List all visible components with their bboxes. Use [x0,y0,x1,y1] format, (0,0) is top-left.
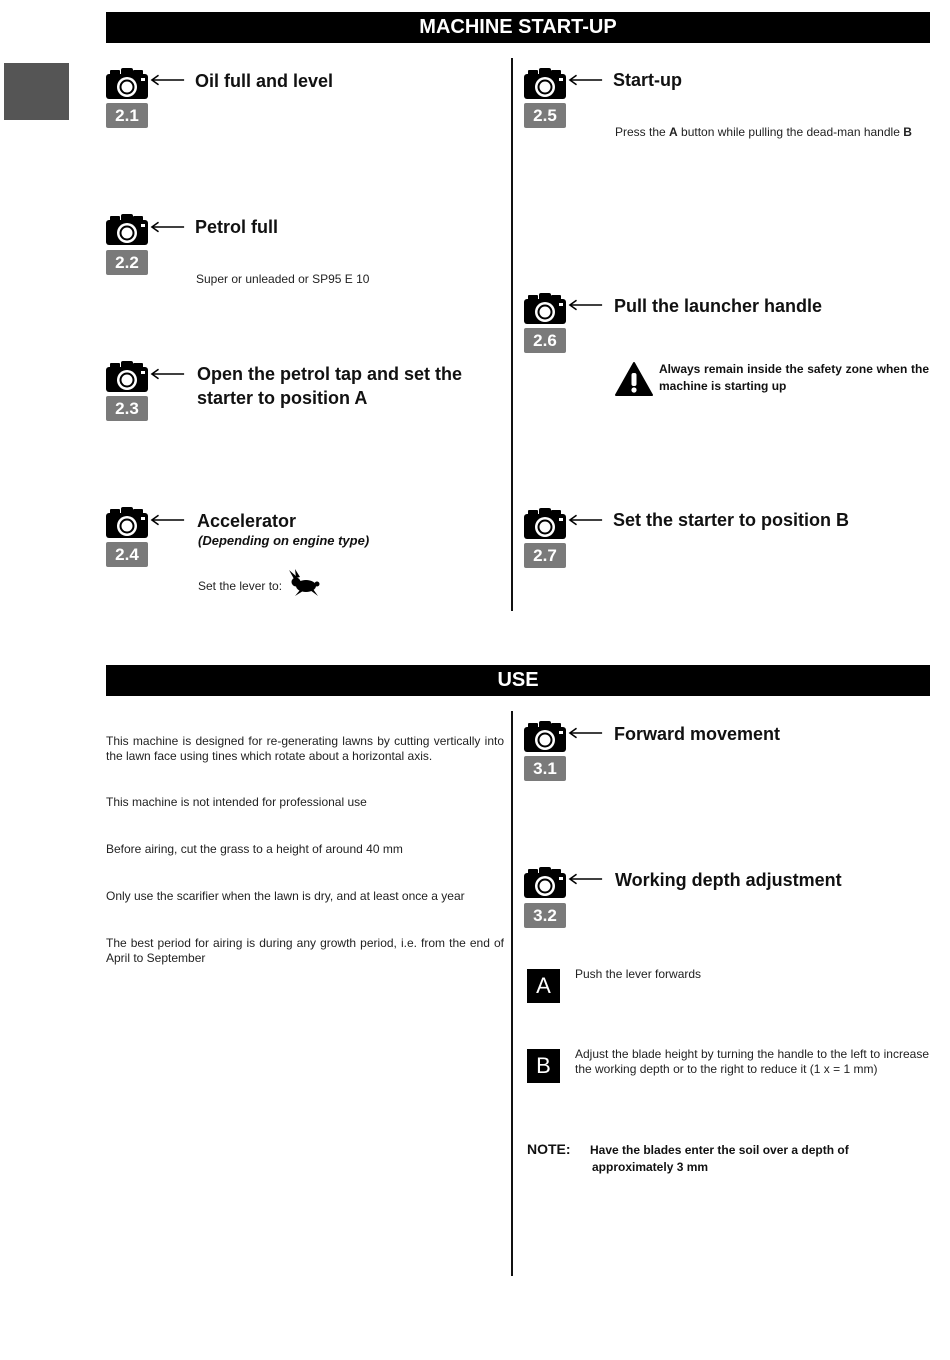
camera-icon [523,721,567,753]
step-title-line-2: starter to position A [197,388,368,408]
camera-icon [105,361,149,393]
arrow-left-icon [568,873,604,885]
camera-icon [523,508,567,540]
rabbit-icon [288,569,322,597]
note-text-line-1: Have the blades enter the soil over a depth of [590,1143,849,1157]
arrow-left-icon [568,74,604,86]
step-badge: 2.4 [106,542,148,567]
step-title: Forward movement [614,724,781,744]
step-badge: 3.1 [524,756,566,781]
step-title: Working depth adjustment [615,870,842,890]
use-banner: USE [106,665,930,696]
step-title: Pull the launcher handle [614,296,823,316]
column-divider [511,58,513,611]
arrow-left-icon [568,727,604,739]
letter-label: A [527,969,560,1003]
step-title: Petrol full [195,217,279,237]
step-title-line-1: Open the petrol tap and set the [197,364,463,384]
note-label: NOTE: [527,1141,571,1157]
item-text: Adjust the blade height by turning the handle to the left to increase the working depth or to the right to reduce it (1 x = 1 mm) [575,1047,929,1076]
camera-icon [105,507,149,539]
step-badge: 2.3 [106,396,148,421]
camera-icon [523,293,567,325]
letter-label: B [527,1049,560,1083]
step-title: Oil full and level [195,71,334,91]
step-badge: 3.2 [524,903,566,928]
step-title: Set the starter to position B [613,510,850,530]
arrow-left-icon [150,74,186,86]
step-title: Accelerator [197,511,297,531]
use-paragraph: Only use the scarifier when the lawn is dry, and at least once a year [106,889,465,903]
item-text: Push the lever forwards [575,967,702,981]
use-paragraph: Before airing, cut the grass to a height of around 40 mm [106,842,403,856]
step-badge: 2.7 [524,543,566,568]
step-badge: 2.1 [106,103,148,128]
step-badge: 2.2 [106,250,148,275]
arrow-left-icon [150,221,186,233]
column-divider [511,711,513,1276]
arrow-left-icon [568,514,604,526]
step-title: Start-up [613,70,682,90]
use-paragraph: This machine is not intended for professional use [106,795,367,809]
warning-icon [614,361,654,397]
arrow-left-icon [150,368,186,380]
section-tab-marker [4,63,69,120]
step-text: Set the lever to: [198,579,283,593]
arrow-left-icon [150,514,186,526]
use-paragraph: The best period for airing is during any growth period, i.e. from the end of April to September [106,936,504,965]
step-badge: 2.6 [524,328,566,353]
step-text: Super or unleaded or SP95 E 10 [196,272,370,286]
arrow-left-icon [568,299,604,311]
step-badge: 2.5 [524,103,566,128]
warning-text: Always remain inside the safety zone when the machine is starting up [659,362,929,393]
camera-icon [523,68,567,100]
camera-icon [105,214,149,246]
step-subtitle: (Depending on engine type) [198,533,370,548]
note-text-line-2: approximately 3 mm [592,1160,709,1174]
camera-icon [523,867,567,899]
startup-banner: MACHINE START-UP [106,12,930,43]
camera-icon [105,68,149,100]
use-paragraph: This machine is designed for re-generating lawns by cutting vertically into the lawn face using tines which rotate about a horizontal axis. [106,734,504,763]
step-text: Press the A button while pulling the dead-man handle B [615,125,912,139]
